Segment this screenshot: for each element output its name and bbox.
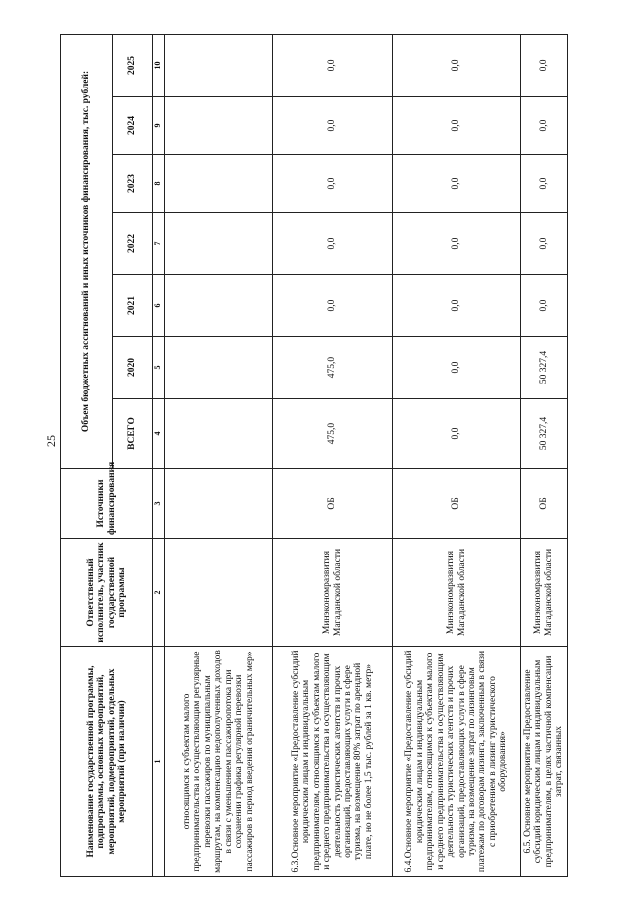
row-value: 0,0	[521, 155, 568, 213]
row-value: 50 327,4	[521, 337, 568, 399]
row-value	[165, 213, 273, 275]
row-value: 0,0	[273, 97, 393, 155]
row-value: 0,0	[273, 275, 393, 337]
header-year: 2024	[113, 97, 153, 155]
row-source: ОБ	[273, 469, 393, 539]
page-number: 25	[44, 435, 58, 447]
column-number: 3	[153, 469, 165, 539]
header-funding-group: Объем бюджетных ассигнований и иных источников финансирования, тыс. рублей:	[61, 34, 113, 468]
row-value: 0,0	[521, 213, 568, 275]
row-value	[165, 34, 273, 96]
column-number: 6	[153, 275, 165, 337]
column-number: 10	[153, 34, 165, 96]
table-row	[165, 34, 273, 876]
column-number: 5	[153, 337, 165, 399]
header-year: 2020	[113, 337, 153, 399]
row-value: 0,0	[273, 155, 393, 213]
row-value	[165, 337, 273, 399]
row-value	[165, 275, 273, 337]
header-executor: Ответственный исполнитель, участник государственной программы	[61, 539, 153, 647]
column-number: 8	[153, 155, 165, 213]
row-value	[165, 97, 273, 155]
budget-table	[60, 34, 568, 877]
header-year: 2021	[113, 275, 153, 337]
row-value: 0,0	[393, 399, 521, 469]
header-year: 2025	[113, 34, 153, 96]
row-name: 6.5. Основное мероприятие «Предоставление субсидий юридическим лицам и индивидуальным предпринимателям, в целях частичной компенсации затрат, связанных	[521, 647, 568, 877]
column-number: 9	[153, 97, 165, 155]
row-value: 0,0	[393, 337, 521, 399]
header-name: Наименование государственной программы, подпрограммы, основных мероприятий, мероприятий, подмероприятий, отдельных мероприятий (при наличии)	[61, 647, 153, 877]
header-year: 2023	[113, 155, 153, 213]
row-value: 0,0	[521, 275, 568, 337]
row-value: 50 327,4	[521, 399, 568, 469]
row-executor	[165, 539, 273, 647]
row-value: 0,0	[521, 97, 568, 155]
row-source: ОБ	[393, 469, 521, 539]
row-value: 0,0	[393, 97, 521, 155]
row-value: 0,0	[393, 213, 521, 275]
header-total: ВСЕГО	[113, 399, 153, 469]
table-row	[393, 34, 521, 876]
row-value: 0,0	[273, 213, 393, 275]
row-value: 0,0	[393, 34, 521, 96]
row-value: 0,0	[521, 34, 568, 96]
row-value: 0,0	[273, 34, 393, 96]
rotated-table-container	[60, 35, 572, 877]
column-number: 2	[153, 539, 165, 647]
row-executor: Минэкономразвития Магаданской области	[393, 539, 521, 647]
row-name: 6.3.Основное мероприятие «Предоставление субсидий юридическим лицам и индивидуальным предпринимателям, относящимся к субъектам малого и среднего предпринимательства и осуществляющим деятельность туристических агентств и прочих организаций, предоставляющих услуги в сфере туризма, на возмещение 80% затрат по арендной плате, но не более 1,5 тыс. рублей за 1 кв. метр»	[273, 647, 393, 877]
row-value	[165, 399, 273, 469]
header-year: 2022	[113, 213, 153, 275]
column-number: 1	[153, 647, 165, 877]
row-executor: Минэкономразвития Магаданской области	[521, 539, 568, 647]
table-row	[521, 34, 568, 876]
table-row	[273, 34, 393, 876]
column-number: 4	[153, 399, 165, 469]
row-value: 475,0	[273, 337, 393, 399]
row-name: относящимся к субъектам малого предпринимательства и осуществляющим регулярные перевозки пассажиров по муниципальным маршрутам, на компенсацию недополученных доходов в связи с уменьшением пассажиропотока при сохранении графика регулярной перевозки пассажиров в период введения ограничительных мер»	[165, 647, 273, 877]
row-name: 6.4.Основное мероприятие «Предоставление субсидий юридическим лицам и индивидуальным предпринимателям, относящимся к субъектам малого и среднего предпринимательства и осуществляющим деятельность туристических агентств и прочих организаций, предоставляющих услуги в сфере туризма, на возмещение затрат по лизинговым платежам по договорам лизинга, заключенным в связи с приобретением в лизинг туристического оборудования»	[393, 647, 521, 877]
row-source	[165, 469, 273, 539]
row-source: ОБ	[521, 469, 568, 539]
row-value	[165, 155, 273, 213]
row-value: 475,0	[273, 399, 393, 469]
header-source: Источники финансирования	[61, 469, 153, 539]
row-value: 0,0	[393, 155, 521, 213]
row-executor: Минэкономразвития Магаданской области	[273, 539, 393, 647]
column-number: 7	[153, 213, 165, 275]
row-value: 0,0	[393, 275, 521, 337]
